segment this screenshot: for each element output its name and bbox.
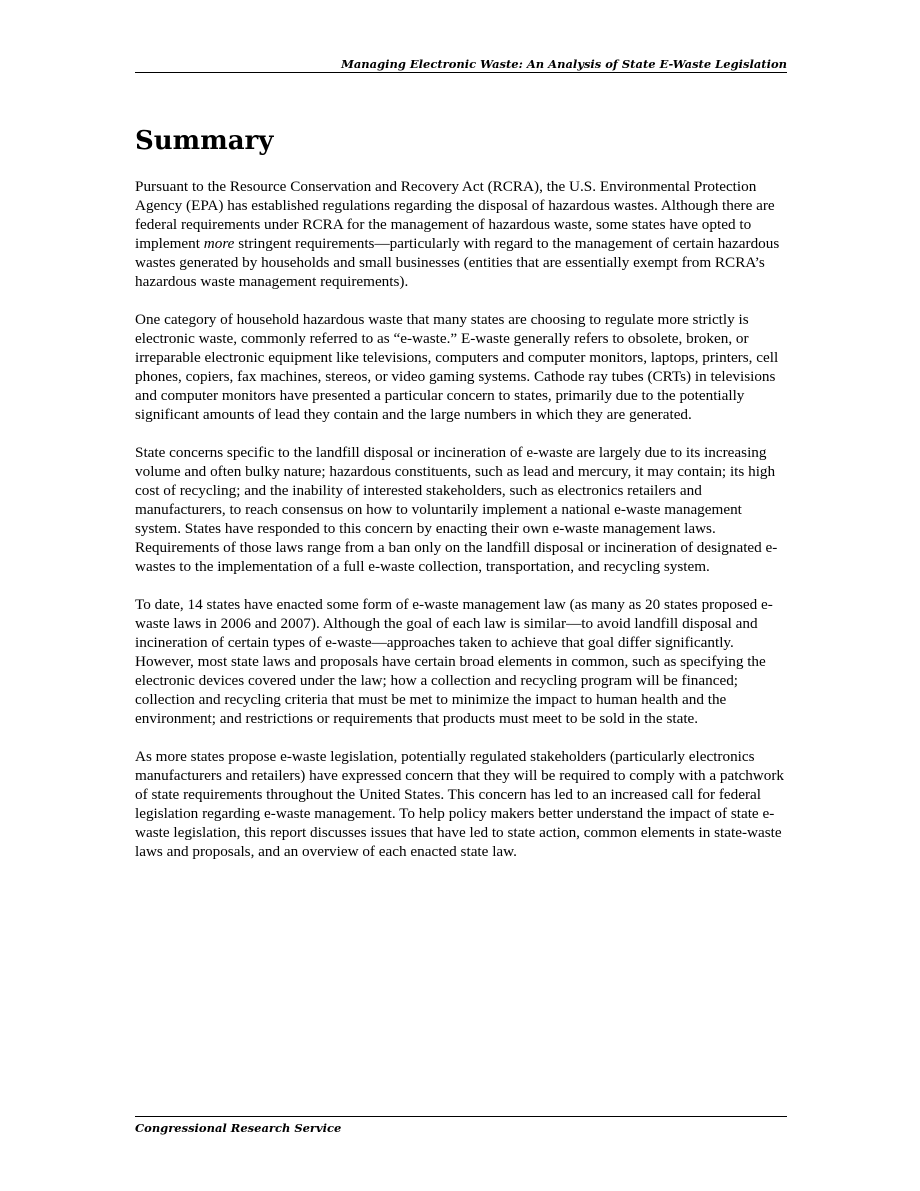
summary-heading: Summary	[135, 126, 274, 156]
footer-divider	[135, 1116, 787, 1117]
emphasis-more: more	[203, 235, 235, 252]
paragraph-ewaste-definition: One category of household hazardous waste that many states are choosing to regulate more strictly is electronic waste, commonly referred to as “e-waste.” E-waste generally refers to obsolete, broken, or irreparable electronic equipment like televisions, computers and computer monitors, laptops, printers, cell phones, copiers, fax machines, stereos, or video gaming systems. Cathode ray tubes (CRTs) in televisions and computer monitors have presented a particular concern to states, primarily due to the potentially significant amounts of lead they contain and the large numbers in which they are generated.	[135, 311, 779, 423]
paragraph-state-concerns: State concerns specific to the landfill disposal or incineration of e-waste are largely due to its increasing volume and often bulky nature; hazardous constituents, such as lead and mercury, it may contain; its high cost of recycling; and the inability of interested stakeholders, such as electronics retailers and manufacturers, to reach consensus on how to voluntarily implement a national e-waste management system. States have responded to this concern by enacting their own e-waste management laws. Requirements of those laws range from a ban only on the landfill disposal or incineration of designated e-wastes to the implementation of a full e-waste collection, transportation, and recycling system.	[135, 444, 778, 575]
summary-body	[135, 177, 787, 880]
paragraph-rcra-before: Pursuant to the Resource Conservation and Recovery Act (RCRA), the U.S. Environmental Protection Agency (EPA) has established regulations regarding the disposal of hazardous wastes. Although there are federal requirements under RCRA for the management of hazardous waste, some states have opted to implement	[135, 178, 775, 252]
paragraph-state-laws: To date, 14 states have enacted some form of e-waste management law (as many as 20 states proposed e-waste laws in 2006 and 2007). Although the goal of each law is similar—to avoid landfill disposal and incineration of certain types of e-waste—approaches taken to achieve that goal differ significantly. However, most state laws and proposals have certain broad elements in common, such as specifying the electronic devices covered under the law; how a collection and recycling program will be financed; collection and recycling criteria that must be met to minimize the impact to human health and the environment; and restrictions or requirements that products must meet to be sold in the state.	[135, 596, 773, 727]
header-divider	[135, 72, 787, 73]
running-footer: Congressional Research Service	[135, 1121, 342, 1135]
paragraph-rcra	[135, 177, 787, 291]
running-header: Managing Electronic Waste: An Analysis of State E-Waste Legislation	[341, 57, 787, 71]
paragraph-rcra-after: stringent requirements—particularly with regard to the management of certain hazardous wastes generated by households and small businesses (entities that are essentially exempt from RCRA’s hazardous waste management requirements).	[135, 235, 780, 290]
paragraph-federal-call: As more states propose e-waste legislation, potentially regulated stakeholders (particularly electronics manufacturers and retailers) have expressed concern that they will be required to comply with a patchwork of state requirements throughout the United States. This concern has led to an increased call for federal legislation regarding e-waste management. To help policy makers better understand the impact of state e-waste legislation, this report discusses issues that have led to state action, common elements in state-waste laws and proposals, and an overview of each enacted state law.	[135, 748, 785, 860]
